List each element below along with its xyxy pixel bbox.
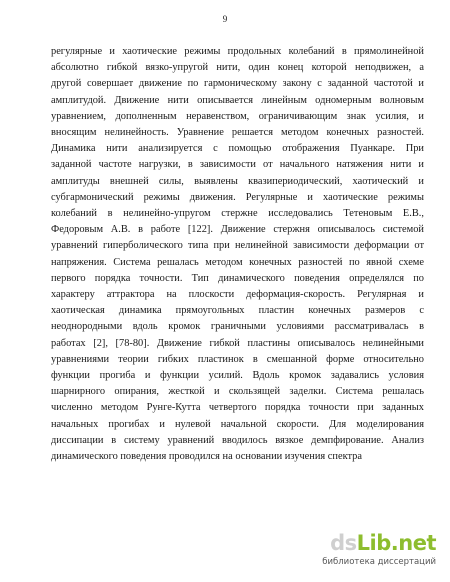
text-line: динамического поведения проводился на основании изучения спектра: [51, 451, 362, 463]
text-line: колебаний в нелинейно-упругом стержне исследовались Тетеновым Е.В.,: [51, 208, 424, 220]
text-line: заданной частоте нагрузки, в зависимости от начального натяжения нити и: [51, 159, 424, 171]
text-line: хаотическая динамика прямоугольных пластин конечных размеров с: [51, 305, 424, 317]
dslib-logo: dsLib.net: [330, 531, 436, 555]
text-line: начальных прогибах и нулевой начальной скорости. Для моделирования: [51, 418, 424, 430]
text-line: неоднородными вдоль кромок граничными условиями рассматривалась в: [51, 321, 424, 333]
text-line: работах [2], [78-80]. Движение гибкой пластины описывалось нелинейными: [51, 337, 424, 349]
text-line: уравнений гиперболического типа при нелинейной зависимости деформации от: [51, 240, 424, 252]
text-line: уравнением, дополненным неравенством, ограничивающим знак усилия, и: [51, 110, 424, 122]
text-line: субгармонический режимы движения. Регулярные и хаотические режимы: [51, 191, 424, 203]
text-line: абсолютно гибкой вязко-упругой нити, один конец которой неподвижен, а: [51, 62, 424, 74]
text-line: Федоровым А.В. в работе [122]. Движение стержня описывалось системой: [51, 224, 424, 236]
body-text: [51, 44, 424, 465]
text-line: шарнирного опирания, жесткой и скользящей заделки. Система решалась: [51, 386, 424, 398]
text-line: другой совершает движение по гармоническому закону с заданной частотой и: [51, 78, 424, 90]
text-line: уравнениями теории гибких пластинок в смешанной форме относительно: [51, 353, 424, 365]
text-line: функции прогиба и функции усилий. Вдоль кромок задавались условия: [51, 370, 424, 382]
text-line: амплитуды внешней силы, выявлены квазипериодический, хаотический и: [51, 175, 424, 187]
text-line: вносящим нелинейность. Уравнение решается методом конечных разностей.: [51, 127, 424, 139]
watermark[interactable]: [316, 532, 436, 572]
page-number: 9: [222, 14, 228, 24]
text-line: характеру аттрактора на плоскости деформация-скорость. Регулярная и: [51, 289, 424, 301]
text-line: диссипации в систему уравнений вводилось вязкое демпфирование. Анализ: [51, 434, 424, 446]
text-line: численно методом Рунге-Кутта четвертого порядка точности при заданных: [51, 402, 424, 414]
text-line: напряжения. Система решалась методом конечных разностей по явной схеме: [51, 256, 424, 268]
text-line: Динамика нити анализируется с помощью отображения Пуанкаре. При: [51, 143, 424, 155]
text-line: амплитудой. Движение нити описывается линейным одномерным волновым: [51, 94, 424, 106]
watermark-subtitle: библиотека диссертаций: [322, 557, 436, 567]
text-line: регулярные и хаотические режимы продольных колебаний в прямолинейной: [51, 46, 424, 57]
text-line: первого порядка точности. Тип динамического поведения определялся по: [51, 272, 424, 284]
